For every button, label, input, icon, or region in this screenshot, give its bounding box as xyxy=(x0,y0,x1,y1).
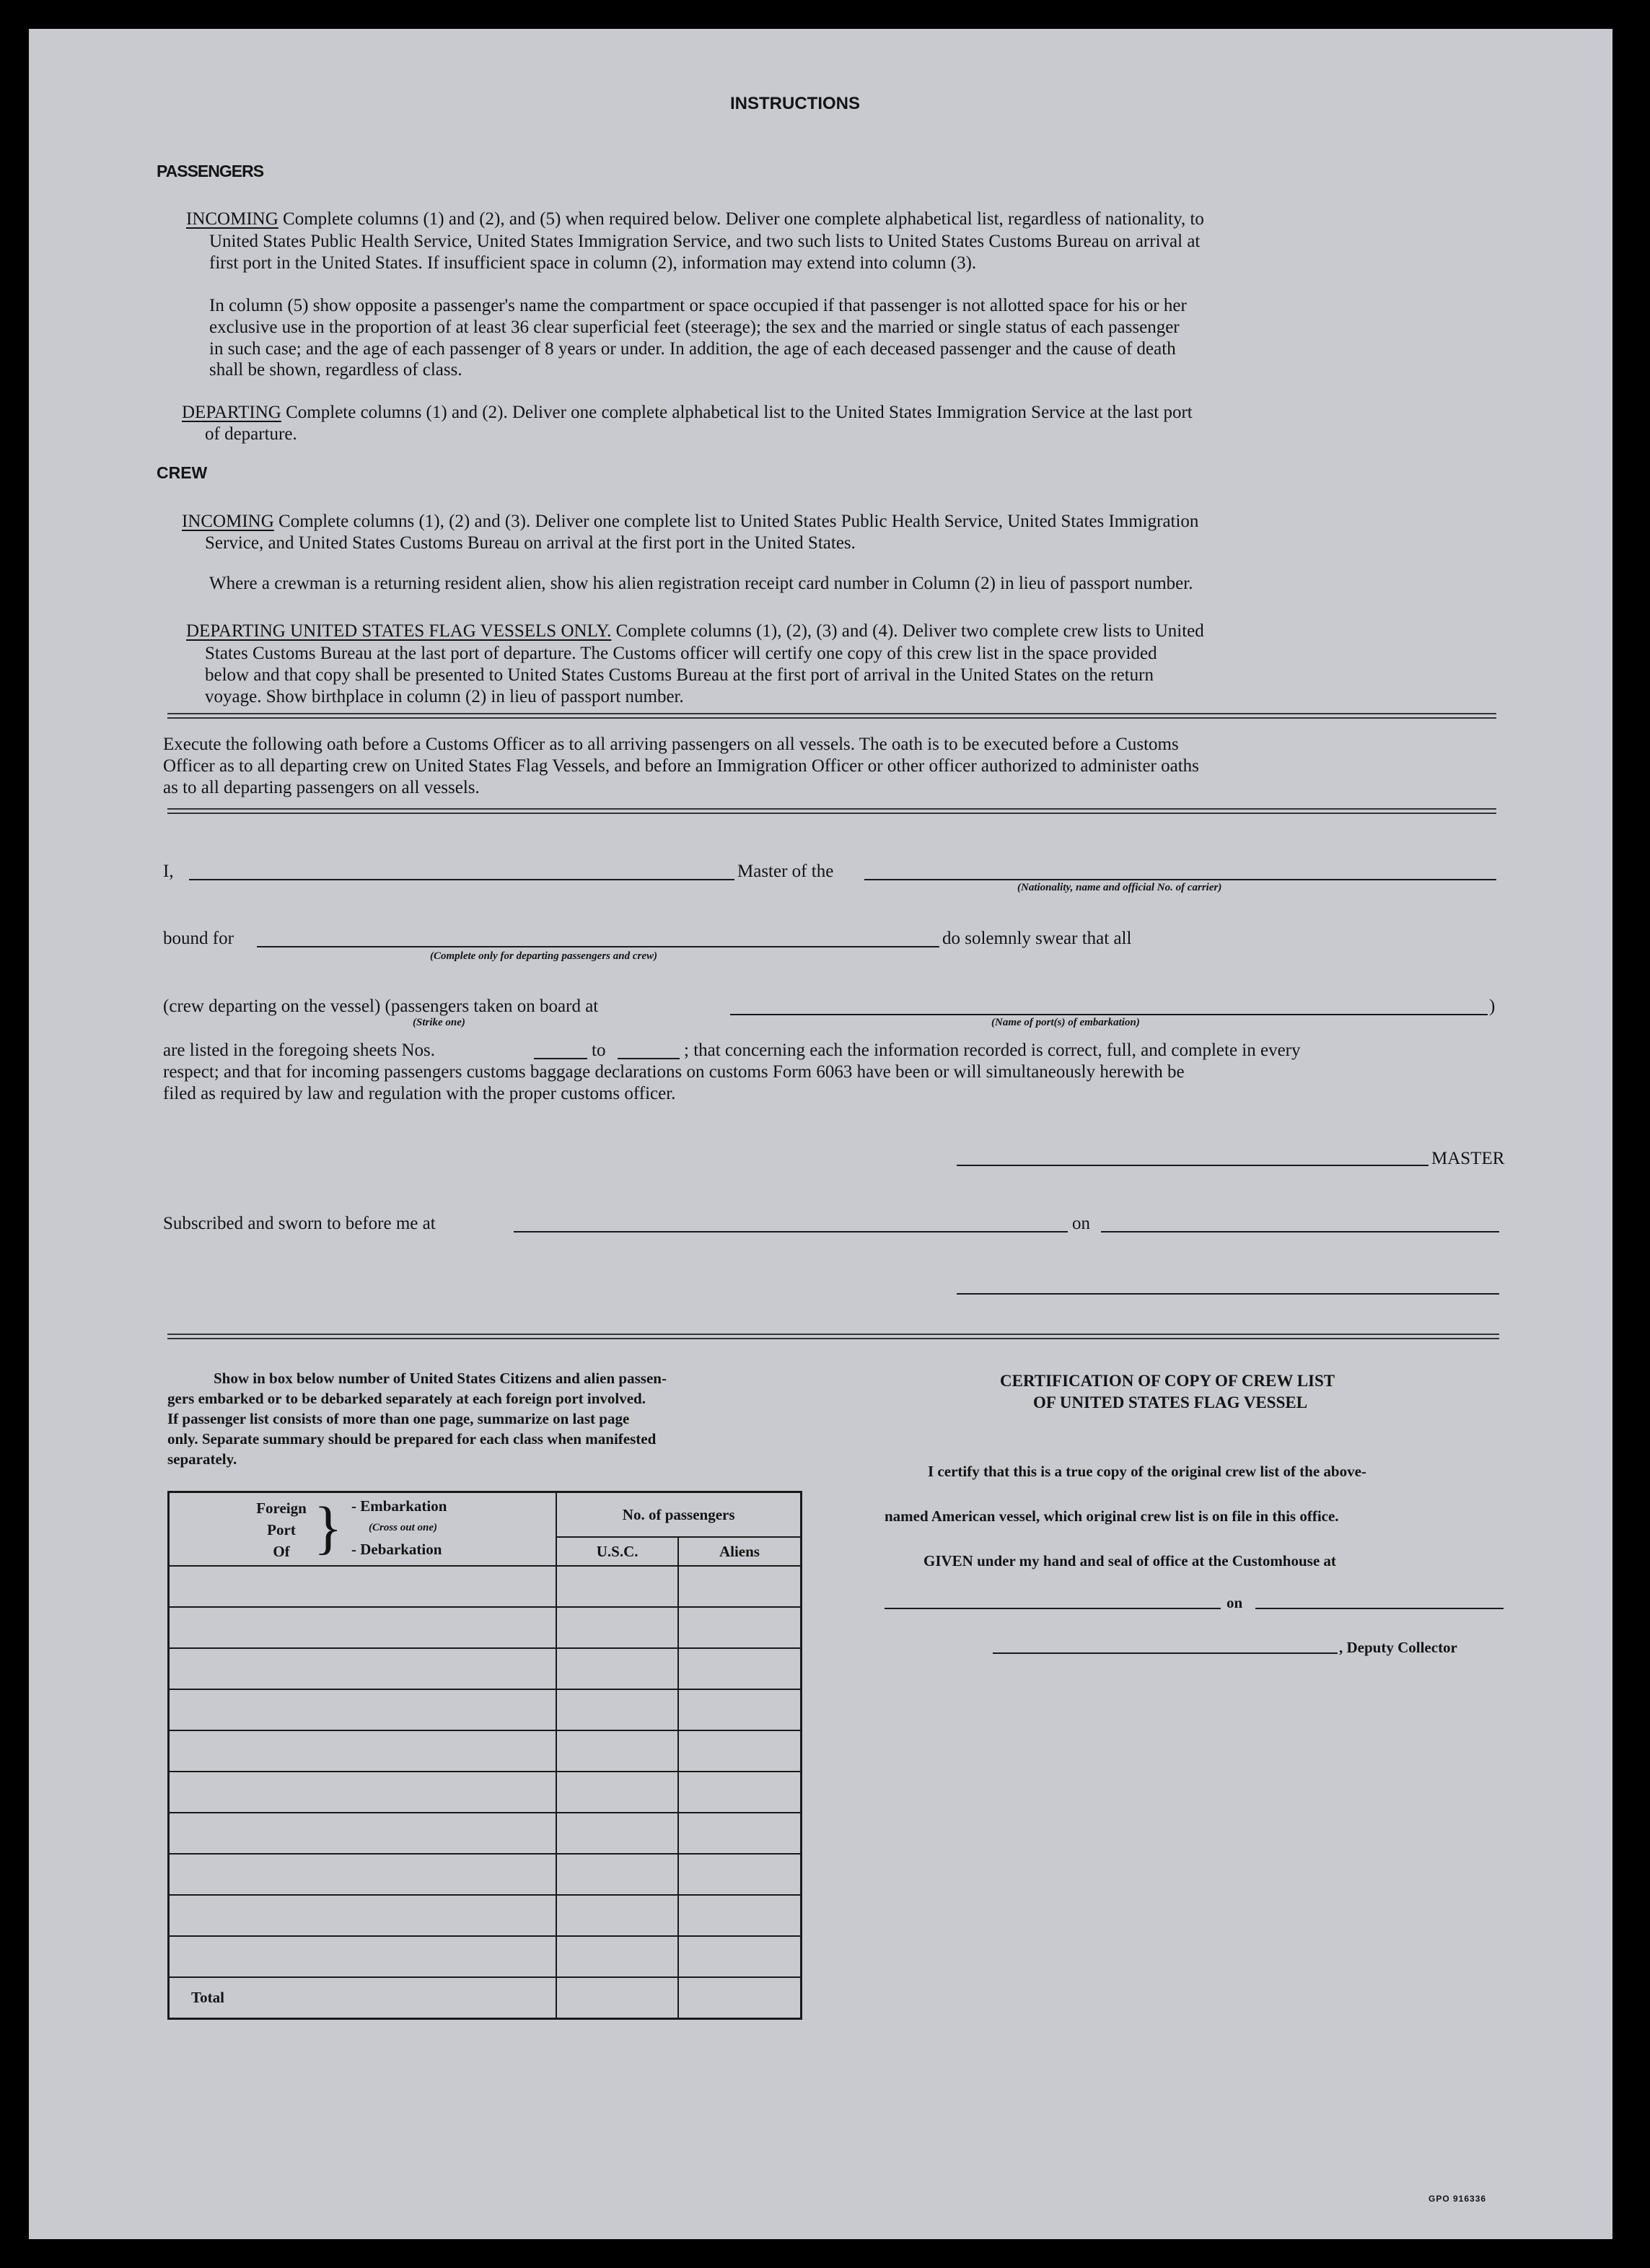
bound-for-label: bound for xyxy=(163,929,234,948)
carrier-line[interactable] xyxy=(864,879,1496,880)
aliens-total-cell[interactable] xyxy=(678,1977,802,2019)
aliens-cell[interactable] xyxy=(678,1813,802,1854)
summary-intro-line-5: separately. xyxy=(167,1450,237,1468)
column5-line-1: In column (5) show opposite a passenger's name the compartment or space occupied if that passenger is not allotted space for his or her xyxy=(209,296,1187,315)
certification-title-line-1: CERTIFICATION OF COPY OF CREW LIST xyxy=(1000,1372,1335,1390)
master-label: MASTER xyxy=(1431,1149,1505,1168)
officer-signature-line[interactable] xyxy=(957,1293,1499,1295)
table-row xyxy=(169,1813,802,1854)
port-cell[interactable] xyxy=(169,1648,557,1689)
summary-intro-line-1: Show in box below number of United States Citizens and alien passen- xyxy=(214,1370,667,1387)
usc-cell[interactable] xyxy=(556,1730,678,1772)
usc-header: U.S.C. xyxy=(556,1537,678,1566)
oath-instruction-line-1: Execute the following oath before a Customs Officer as to all arriving passengers on all vessels. The oath is to be executed before a Customs xyxy=(163,735,1179,754)
page-title: INSTRUCTIONS xyxy=(730,94,860,113)
section-divider xyxy=(167,808,1496,814)
port-cell[interactable] xyxy=(169,1772,557,1813)
port-cell[interactable] xyxy=(169,1689,557,1730)
usc-cell[interactable] xyxy=(556,1689,678,1730)
certification-on-label: on xyxy=(1226,1594,1243,1611)
aliens-cell[interactable] xyxy=(678,1566,802,1607)
passenger-summary-table xyxy=(167,1491,802,2020)
customhouse-line[interactable] xyxy=(885,1608,1221,1609)
port-label: Port xyxy=(267,1521,296,1538)
usc-cell[interactable] xyxy=(556,1813,678,1854)
usc-cell[interactable] xyxy=(556,1772,678,1813)
table-row xyxy=(169,1648,802,1689)
summary-intro-line-2: gers embarked or to be debarked separately at each foreign port involved. xyxy=(167,1390,646,1407)
passengers-departing-line-1: DEPARTING Complete columns (1) and (2). Deliver one complete alphabetical list to the United States Immigration Service at the last port xyxy=(182,403,1193,422)
master-signature-line[interactable] xyxy=(957,1165,1429,1166)
crew-departing-line-1: DEPARTING UNITED STATES FLAG VESSELS ONLY. Complete columns (1), (2), (3) and (4). Deliver two complete crew lists to United xyxy=(186,621,1204,641)
crew-departing-strike: (crew departing on the vessel) (passengers taken on board at xyxy=(163,997,599,1016)
port-cell[interactable] xyxy=(169,1813,557,1854)
summary-intro-line-4: only. Separate summary should be prepared for each class when manifested xyxy=(167,1430,657,1448)
total-row xyxy=(169,1977,802,2019)
section-divider xyxy=(167,1334,1499,1339)
passengers-departing-label: DEPARTING xyxy=(182,403,281,422)
passengers-heading: PASSENGERS xyxy=(157,162,264,180)
aliens-cell[interactable] xyxy=(678,1607,802,1648)
usc-cell[interactable] xyxy=(556,1566,678,1607)
usc-cell[interactable] xyxy=(556,1936,678,1977)
master-name-line[interactable] xyxy=(189,879,734,880)
port-cell[interactable] xyxy=(169,1730,557,1772)
crew-incoming-line-2: Service, and United States Customs Bureau on arrival at the first port in the United States. xyxy=(205,533,856,553)
passengers-incoming-label: INCOMING xyxy=(186,209,278,229)
crew-departing-label: DEPARTING UNITED STATES FLAG VESSELS ONLY. xyxy=(186,621,612,641)
passengers-incoming-line-2: United States Public Health Service, United States Immigration Service, and two such lists to United States Customs Bureau on arrival at xyxy=(209,232,1201,251)
section-divider xyxy=(167,713,1496,719)
strike-one-note: (Strike one) xyxy=(413,1017,465,1028)
aliens-cell[interactable] xyxy=(678,1936,802,1977)
aliens-header: Aliens xyxy=(678,1537,802,1566)
oath-i-label: I, xyxy=(163,862,174,881)
crew-heading: CREW xyxy=(157,463,208,482)
usc-cell[interactable] xyxy=(556,1895,678,1936)
bound-for-line[interactable] xyxy=(257,946,939,947)
crew-departing-line-2: States Customs Bureau at the last port of departure. The Customs officer will certify one copy of this crew list in the space provided xyxy=(205,644,1157,663)
embarkation-label: - Embarkation xyxy=(351,1497,447,1515)
gpo-code: GPO 916336 xyxy=(1429,2194,1487,2204)
no-passengers-header: No. of passengers xyxy=(556,1492,801,1538)
summary-intro-line-3: If passenger list consists of more than one page, summarize on last page xyxy=(167,1410,630,1427)
crew-departing-line-4: voyage. Show birthplace in column (2) in lieu of passport number. xyxy=(205,687,684,706)
cross-out-note: (Cross out one) xyxy=(369,1522,438,1533)
passengers-departing-line-2: of departure. xyxy=(205,424,297,444)
total-label: Total xyxy=(169,1977,557,2019)
port-header-cell xyxy=(169,1492,557,1567)
form-page xyxy=(29,29,1612,2239)
oath-instruction-line-2: Officer as to all departing crew on United States Flag Vessels, and before an Immigration Officer or other officer authorized to administer oaths xyxy=(163,756,1199,776)
usc-cell[interactable] xyxy=(556,1648,678,1689)
table-row xyxy=(169,1607,802,1648)
deputy-collector-label: , Deputy Collector xyxy=(1339,1639,1457,1656)
table-row xyxy=(169,1689,802,1730)
certification-date-line[interactable] xyxy=(1255,1608,1504,1609)
ports-note: (Name of port(s) of embarkation) xyxy=(991,1017,1140,1028)
certification-body-line-1: I certify that this is a true copy of the original crew list of the above- xyxy=(928,1463,1366,1480)
port-cell[interactable] xyxy=(169,1566,557,1607)
brace-icon: } xyxy=(314,1494,343,1560)
passengers-incoming-line-1: INCOMING Complete columns (1) and (2), and (5) when required below. Deliver one complete alphabetical list, regardless of nationality, to xyxy=(186,209,1204,229)
to-label: to xyxy=(592,1041,606,1060)
column5-line-4: shall be shown, regardless of class. xyxy=(209,360,462,380)
table-row xyxy=(169,1566,802,1607)
usc-total-cell[interactable] xyxy=(556,1977,678,2019)
crew-incoming-line-1: INCOMING Complete columns (1), (2) and (3). Deliver one complete list to United States Public Health Service, United States Immigration xyxy=(182,512,1199,531)
column5-line-3: in such case; and the age of each passenger of 8 years or under. In addition, the age of each deceased passenger and the cause of death xyxy=(209,339,1176,359)
respect-line-2: respect; and that for incoming passengers customs baggage declarations on customs Form 6063 have been or will simultaneously herewith be xyxy=(163,1062,1185,1082)
complete-only-note: (Complete only for departing passengers and crew) xyxy=(430,950,657,962)
sworn-place-line[interactable] xyxy=(514,1231,1068,1232)
oath-instruction-line-3: as to all departing passengers on all vessels. xyxy=(163,778,480,797)
crew-departing-line-3: below and that copy shall be presented to United States Customs Bureau at the first port of arrival in the United States on the return xyxy=(205,665,1154,685)
sheet-from-line[interactable] xyxy=(534,1058,587,1059)
on-label: on xyxy=(1072,1214,1090,1233)
listed-suffix: ; that concerning each the information recorded is correct, full, and complete in every xyxy=(684,1041,1301,1060)
table-row xyxy=(169,1936,802,1977)
port-cell[interactable] xyxy=(169,1936,557,1977)
table-row xyxy=(169,1730,802,1772)
swear-text: do solemnly swear that all xyxy=(942,929,1132,948)
respect-line-3: filed as required by law and regulation with the proper customs officer. xyxy=(163,1084,676,1103)
of-label: Of xyxy=(273,1543,290,1560)
foreign-label: Foreign xyxy=(256,1499,307,1517)
debarkation-label: - Debarkation xyxy=(351,1541,442,1558)
close-paren: ) xyxy=(1489,997,1496,1016)
listed-prefix: are listed in the foregoing sheets Nos. xyxy=(163,1041,435,1060)
aliens-cell[interactable] xyxy=(678,1895,802,1936)
port-cell[interactable] xyxy=(169,1854,557,1895)
master-of-the-label: Master of the xyxy=(737,862,834,881)
subscribed-label: Subscribed and sworn to before me at xyxy=(163,1214,436,1233)
table-row xyxy=(169,1895,802,1936)
aliens-cell[interactable] xyxy=(678,1772,802,1813)
passengers-incoming-line-3: first port in the United States. If insufficient space in column (2), information may extend into column (3). xyxy=(209,253,977,273)
aliens-cell[interactable] xyxy=(678,1689,802,1730)
certification-body-line-2: named American vessel, which original crew list is on file in this office. xyxy=(885,1507,1339,1525)
aliens-cell[interactable] xyxy=(678,1854,802,1895)
table-row xyxy=(169,1854,802,1895)
port-cell[interactable] xyxy=(169,1895,557,1936)
aliens-cell[interactable] xyxy=(678,1730,802,1772)
table-row xyxy=(169,1772,802,1813)
certification-title-line-2: OF UNITED STATES FLAG VESSEL xyxy=(1033,1393,1308,1411)
deputy-signature-line[interactable] xyxy=(993,1652,1338,1654)
crew-alien-note: Where a crewman is a returning resident alien, show his alien registration receipt card number in Column (2) in lieu of passport number. xyxy=(209,574,1193,593)
usc-cell[interactable] xyxy=(556,1854,678,1895)
nationality-note: (Nationality, name and official No. of carrier) xyxy=(1017,882,1222,893)
port-cell[interactable] xyxy=(169,1607,557,1648)
usc-cell[interactable] xyxy=(556,1607,678,1648)
column5-line-2: exclusive use in the proportion of at least 36 clear superficial feet (steerage); the sex and the married or single status of each passenger xyxy=(209,318,1180,337)
aliens-cell[interactable] xyxy=(678,1648,802,1689)
table-header-row xyxy=(169,1492,802,1538)
ports-line[interactable] xyxy=(730,1014,1488,1015)
crew-incoming-label: INCOMING xyxy=(182,512,274,531)
certification-body-line-3: GIVEN under my hand and seal of office at the Customhouse at xyxy=(923,1552,1336,1569)
sheet-to-line[interactable] xyxy=(618,1058,680,1059)
sworn-date-line[interactable] xyxy=(1101,1231,1499,1232)
